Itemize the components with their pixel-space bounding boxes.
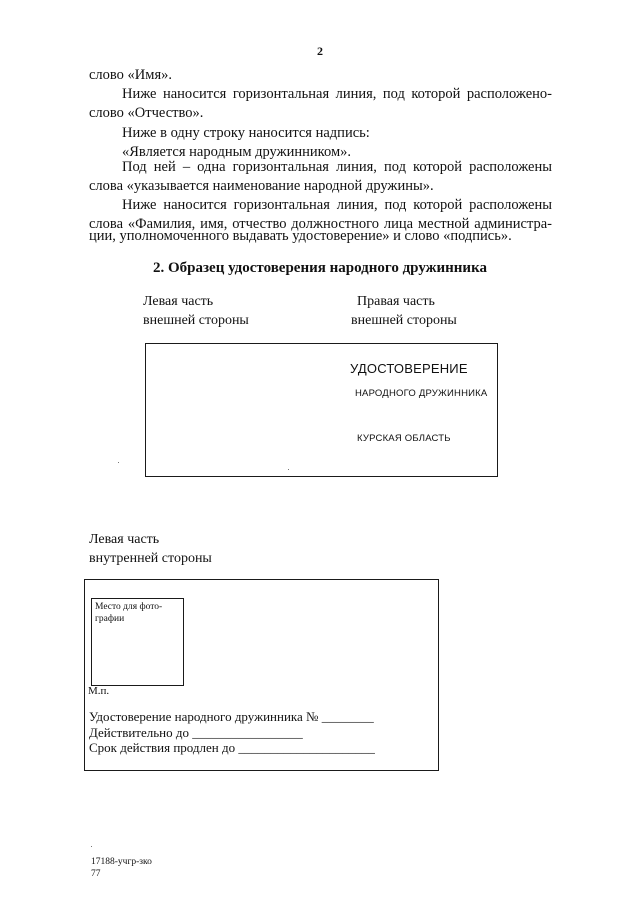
card-region: КУРСКАЯ ОБЛАСТЬ bbox=[357, 433, 451, 444]
inner-left-label-line2: внутренней стороны bbox=[89, 551, 212, 566]
field-certificate-number: Удостоверение народного дружинника № ________ bbox=[89, 709, 374, 724]
text-para3: Ниже в одну строку наносится надпись: bbox=[122, 125, 370, 141]
field-valid-until: Действительно до _________________ bbox=[89, 725, 303, 740]
card-title: УДОСТОВЕРЕНИЕ bbox=[350, 361, 468, 376]
section-heading: 2. Образец удостоверения народного дружинника bbox=[153, 260, 487, 276]
photo-caption-line2: графии bbox=[95, 614, 125, 624]
outer-left-label-line2: внешней стороны bbox=[143, 313, 249, 328]
outer-left-label-line1: Левая часть bbox=[143, 294, 214, 309]
text-para5-line2: слова «указывается наименование народной дружины». bbox=[89, 178, 434, 194]
text-para4: «Является народным дружинником». bbox=[122, 144, 352, 160]
outer-right-label bbox=[351, 292, 457, 330]
outer-right-label-line2: внешней стороны bbox=[351, 313, 457, 328]
scan-speck bbox=[91, 846, 92, 847]
field-extended-until: Срок действия продлен до _____________________ bbox=[89, 740, 375, 755]
scan-speck bbox=[118, 462, 119, 463]
outer-right-label-line1: Правая часть bbox=[357, 294, 435, 309]
scan-speck bbox=[288, 469, 289, 470]
page-number: 2 bbox=[317, 44, 323, 58]
text-para6-line1: Ниже наносится горизонтальная линия, под которой расположены bbox=[122, 197, 552, 213]
text-para6-line3: ции, уполномоченного выдавать удостоверение» и слово «подпись». bbox=[89, 228, 512, 244]
text-para2-line1: Ниже наносится горизонтальная линия, под которой расположено- bbox=[122, 86, 552, 102]
inner-left-label-line1: Левая часть bbox=[89, 532, 160, 547]
text-para5-line1: Под ней – одна горизонтальная линия, под которой расположены bbox=[122, 159, 552, 175]
footer bbox=[91, 856, 152, 880]
stamp-label: М.п. bbox=[88, 685, 110, 697]
footer-num: 77 bbox=[91, 869, 101, 879]
footer-code: 17188-учгр-зко bbox=[91, 857, 152, 867]
photo-caption-line1: Место для фото- bbox=[95, 602, 163, 612]
inner-left-label bbox=[89, 530, 212, 568]
card-subtitle: НАРОДНОГО ДРУЖИННИКА bbox=[355, 388, 488, 399]
outer-left-label bbox=[143, 292, 249, 330]
text-para6-line2: слова «Фамилия, имя, отчество должностного лица местной администра- bbox=[89, 216, 552, 232]
text-para2-line2: слово «Отчество». bbox=[89, 105, 204, 121]
text-line-1: слово «Имя». bbox=[89, 67, 172, 83]
photo-caption bbox=[95, 601, 181, 625]
